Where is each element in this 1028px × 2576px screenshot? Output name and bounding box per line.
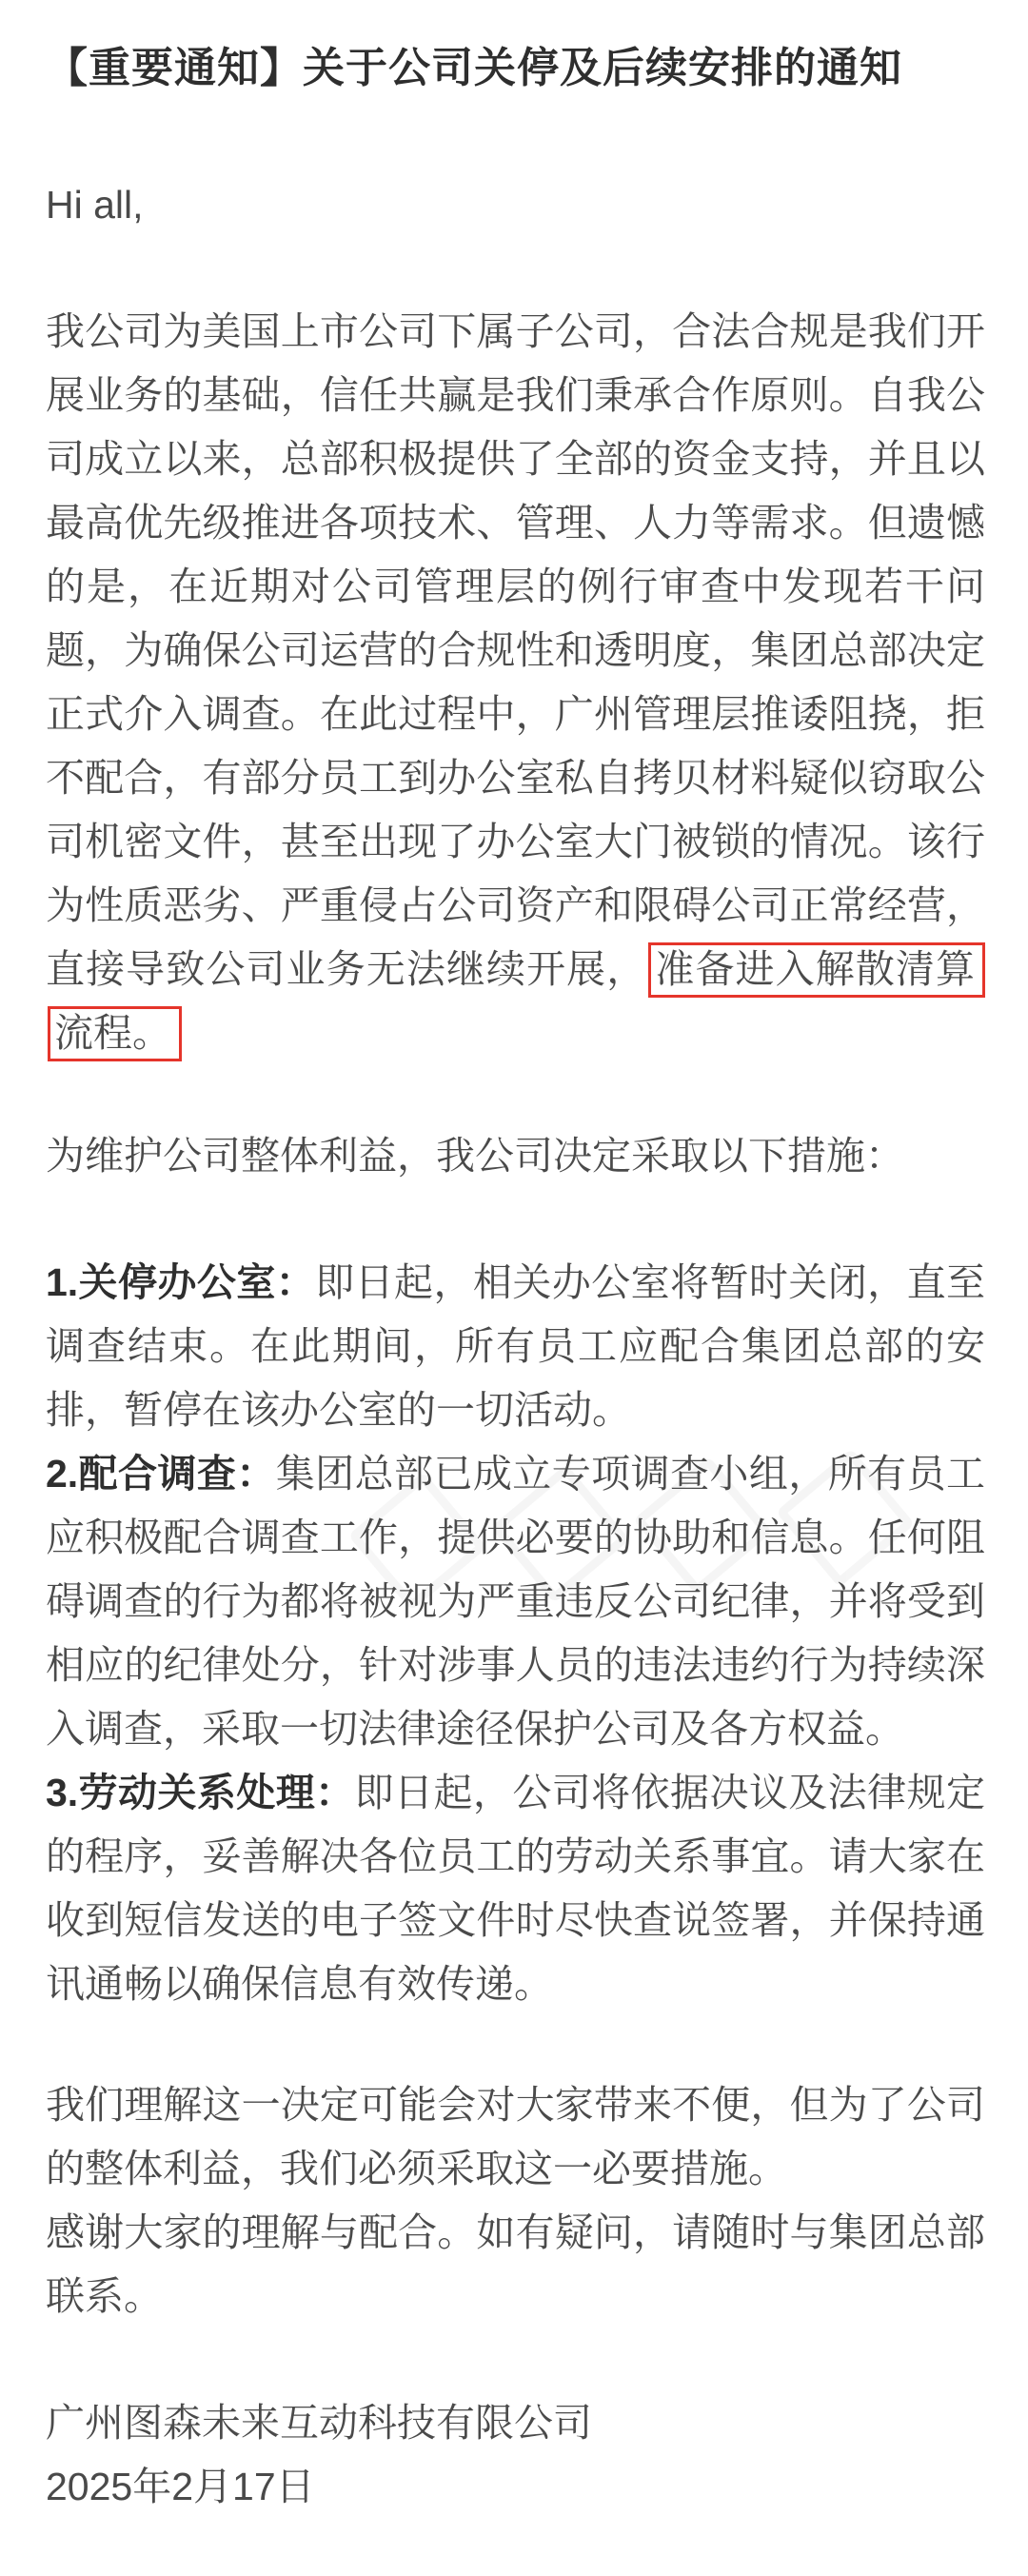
notice-date: 2025年2月17日 — [46, 2465, 315, 2508]
measure-text: 即日起，相关办公室将暂时关闭，直至调查结束。在此期间，所有员工应配合集团总部的安排，暂停在该办公室的一切活动。 — [46, 1260, 986, 1432]
measures-list — [46, 1251, 985, 2016]
greeting: Hi all, — [46, 183, 144, 227]
measure-item — [46, 1761, 985, 2016]
measure-label: 1.关停办公室： — [46, 1260, 316, 1304]
measure-text: 集团总部已成立专项调查小组，所有员工应积极配合调查工作，提供必要的协助和信息。任何阻碍调查的行为都将被视为严重违反公司纪律，并将受到相应的纪律处分，针对涉事人员的违法违约行为持续深入调查，采取一切法律途径保护公司及各方权益。 — [46, 1452, 985, 1751]
signature-block — [46, 2391, 985, 2576]
measure-label: 3.劳动关系处理： — [46, 1771, 355, 1814]
measure-item — [46, 1251, 985, 1442]
measure-item — [46, 1442, 985, 1761]
measures-intro: 为维护公司整体利益，我公司决定采取以下措施： — [46, 1134, 904, 1178]
paragraph-background-text: 我公司为美国上市公司下属子公司，合法合规是我们开展业务的基础，信任共赢是我们秉承合作原则。自我公司成立以来，总部积极提供了全部的资金支持，并且以最高优先级推进各项技术、管理、人力等需求。但遗憾的是，在近期对公司管理层的例行审查中发现若干问题，为确保公司运营的合规性和透明度，集团总部决定正式介入调查。在此过程中，广州管理层推诿阻挠，拒不配合，有部分员工到办公室私自拷贝材料疑似窃取公司机密文件，甚至出现了办公室大门被锁的情况。该行为性质恶劣、严重侵占公司资产和限碍公司正常经营，直接导致公司业务无法继续开展， — [46, 309, 985, 991]
measure-label: 2.配合调查： — [46, 1452, 276, 1496]
measure-text: 即日起，公司将依据决议及法律规定的程序，妥善解决各位员工的劳动关系事宜。请大家在收到短信发送的电子签文件时尽快查说签署，并保持通讯通畅以确保信息有效传递。 — [46, 1771, 985, 2006]
company-signature: 广州图森未来互动科技有限公司 — [46, 2401, 592, 2445]
closing-paragraph-1: 我们理解这一决定可能会对大家带来不便，但为了公司的整体利益，我们必须采取这一必要措施。 — [46, 2083, 985, 2190]
paragraph-background — [46, 300, 985, 1065]
closing-block — [46, 2073, 985, 2328]
highlighted-liquidation-text: 准备进入解散清算流程。 — [48, 942, 985, 1061]
notice-title: 【重要通知】关于公司关停及后续安排的通知 — [46, 45, 902, 91]
closing-paragraph-2: 感谢大家的理解与配合。如有疑问，请随时与集团总部联系。 — [46, 2210, 985, 2318]
